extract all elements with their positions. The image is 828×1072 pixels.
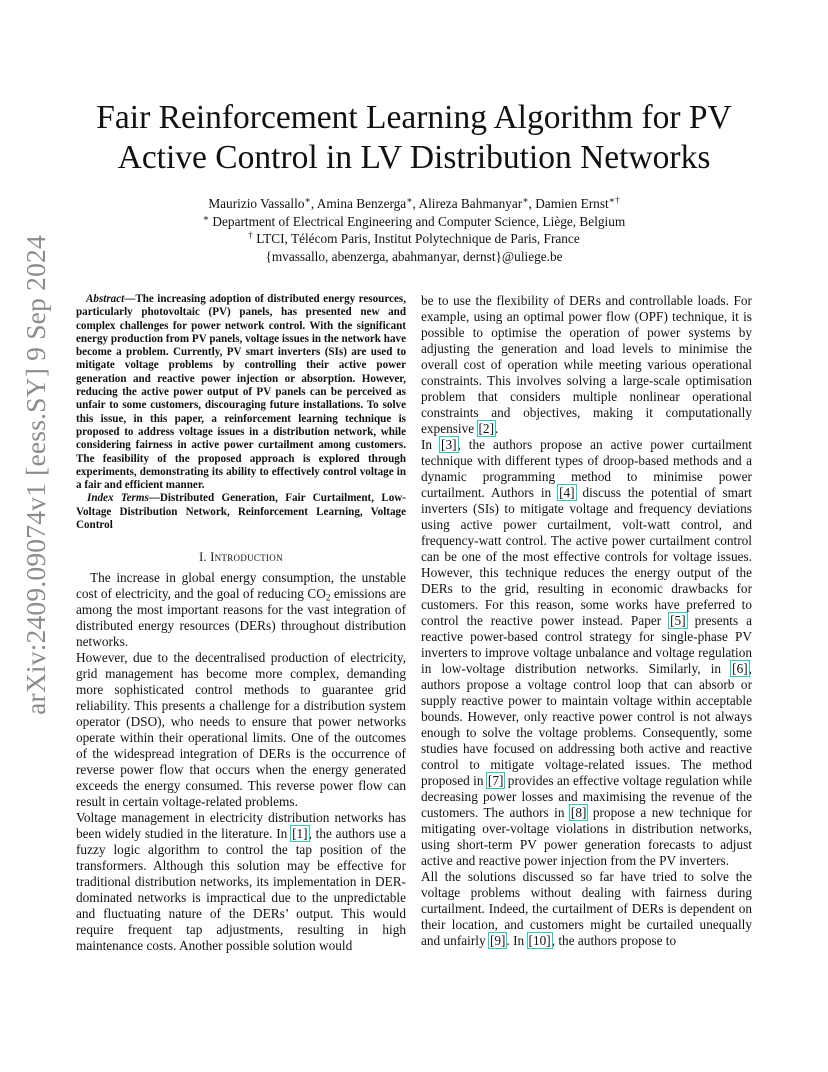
affiliation-2 [80, 230, 748, 248]
title-line-1: Fair Reinforcement Learning Algorithm for PV [96, 99, 732, 136]
left-column [76, 293, 406, 954]
author-2-mark: ∗ [406, 195, 413, 206]
author-4-mark: ∗† [608, 195, 620, 206]
intro-p5-text-d: presents a reactive power-based control strategy for single-phase PV inverters to improve voltage unbalance and voltage regulation in low-voltage distribution networks. Similarly, in [421, 613, 752, 676]
abstract-label: Abstract [86, 293, 125, 305]
affiliation-2-mark: † [248, 230, 253, 241]
intro-p5-text-e: , authors propose a voltage control loop that can absorb or supply reactive power to maintain voltage within acceptable bounds. However, only reactive power control is not always enough to solve the voltage problems. Consequently, some studies have focused on addressing both active and reactive control to mitigate voltage-related issues. The method proposed in [421, 661, 752, 788]
citation-link-6[interactable]: [6] [732, 661, 748, 676]
arxiv-identifier-margin [0, 0, 60, 1072]
citation-link-9[interactable]: [9] [489, 933, 506, 948]
author-4: Damien Ernst [535, 196, 609, 211]
intro-paragraph-4 [421, 293, 752, 437]
intro-p5-text-g: propose a new technique for mitigating over-voltage violations in distribution networks, using short-term PV power generation forecasts to adjust active and reactive power injection from the PV inverters. [421, 805, 752, 868]
index-terms-dash: — [148, 492, 160, 505]
author-1: Maurizio Vassallo [208, 196, 305, 211]
citation-link-2[interactable]: [2] [478, 421, 495, 436]
intro-paragraph-2: However, due to the decentralised production of electricity, grid management has become more complex, demanding more sophisticated control methods to guarantee grid reliability. This presents a challenge for a distribution system operator (DSO), who needs to ensure that power networks operate within their operational limits. One of the outcomes of the widespread integration of DERs is the occurrence of reverse power flow that occurs when the energy generated exceeds the energy consumed. This reverse power flow can result in certain voltage-related problems. [76, 650, 406, 810]
intro-paragraph-6 [421, 869, 752, 949]
citation-link-7[interactable]: [7] [487, 773, 504, 788]
intro-p5-text-f: provides an effective voltage regulation while decreasing power losses and maximising the revenue of the customers. The authors in [421, 773, 752, 820]
index-terms-label: Index Terms [87, 492, 149, 505]
abstract [76, 293, 406, 492]
affiliation-1-text: Department of Electrical Engineering and Computer Science, Liège, Belgium [212, 213, 626, 229]
section-heading-introduction: I. Introduction [199, 550, 283, 565]
affiliation-1-mark: ∗ [202, 213, 210, 224]
author-3-mark: ∗ [522, 195, 529, 206]
intro-p5-text-a: In [421, 437, 441, 452]
intro-p1-text-b: emissions are among the most important reasons for the vast integration of distributed energy resources (DERs) throughout distribution networks. [76, 586, 406, 650]
affiliation-2-text: LTCI, Télécom Paris, Institut Polytechnique de Paris, France [256, 231, 580, 246]
intro-p6-text-a: All the solutions discussed so far have tried to solve the voltage problems without dealing with fairness during curtailment. Indeed, the curtailment of DERs is dependent on their location, and customers might be curtailed unequally and unfairly [421, 869, 752, 948]
citation-link-10[interactable]: [10] [528, 933, 551, 948]
index-terms-text: Distributed Generation, Fair Curtailment, Low-Voltage Distribution Network, Reinforcement Learning, Voltage Control [76, 492, 406, 532]
abstract-dash: — [124, 293, 136, 305]
citation-link-3[interactable]: [3] [441, 437, 457, 452]
affiliation-1 [80, 213, 748, 231]
intro-p4-text-a: be to use the flexibility of DERs and controllable loads. For example, using an optimal power flow (OPF) technique, it is possible to optimise the operation of power systems by adjusting the generation and load levels to minimise the overall cost of operation while meeting various operational constraints. This involves solving a large-scale optimisation problem that considers multiple nonlinear operational constraints and objectives, making it computationally expensive [421, 293, 752, 436]
intro-paragraph-5 [421, 437, 752, 869]
arxiv-identifier: arXiv:2409.09074v1 [eess.SY] 9 Sep 2024 [20, 235, 51, 715]
author-3: Alireza Bahmanyar [418, 196, 523, 211]
index-terms [76, 492, 406, 532]
intro-p6-text-b: . In [506, 933, 528, 948]
author-emails: {mvassallo, abenzerga, abahmanyar, dernst}@uliege.be [265, 248, 563, 264]
author-names: Maurizio Vassallo∗, Amina Benzerga∗, Alireza Bahmanyar∗, Damien Ernst∗† [208, 195, 620, 211]
citation-link-5[interactable]: [5] [670, 613, 686, 628]
author-2: Amina Benzerga [316, 196, 407, 211]
intro-p5-text-c: discuss the potential of smart inverters (SIs) to mitigate voltage and frequency deviations using active power curtailment, volt-watt control, and frequency-watt control. The active power curtailment control can be one of the most effective controls for voltage issues. However, this technique reduces the energy output of the DERs to the grid, resulting in economic drawbacks for customers. For this reason, some works have preferred to control the reactive power instead. Paper [421, 485, 752, 628]
intro-paragraph-1 [76, 570, 406, 650]
intro-p5-text-b: , the authors propose an active power curtailment technique with different types of droop-based methods and a dynamic programming method to minimise power curtailment. Authors in [421, 437, 753, 500]
intro-p1-text-a: The increase in global energy consumption, the unstable cost of electricity, and the goal of reducing CO [76, 570, 406, 602]
intro-p3-text-a: Voltage management in electricity distribution networks has been widely studied in the literature. In [76, 810, 406, 842]
intro-p3-text-b: , the authors use a fuzzy logic algorithm to control the tap position of the transformers. Although this solution may be effective for traditional distribution networks, its implementation in DER-dominated networks is impractical due to the unpredictable and fluctuating nature of the DERs’ output. This would require frequent tap adjustments, resulting in high maintenance costs. Another possible solution would [76, 826, 406, 954]
citation-link-8[interactable]: [8] [570, 805, 587, 820]
intro-paragraph-3 [76, 810, 406, 954]
abstract-text: The increasing adoption of distributed energy resources, particularly photovoltaic (PV) panels, has presented new and complex challenges for power network control. With the significant energy production from PV panels, voltage issues in the network have become a problem. Currently, PV smart inverters (SIs) are used to mitigate voltage problems by controlling their active power generation and reactive power injection or absorption. However, reducing the active power output of PV panels can be perceived as unfair to some customers, discouraging future installations. To solve this issue, in this paper, a reinforcement learning technique is proposed to address voltage issues in a distribution network, while considering fairness in active power curtailment among customers. The feasibility of the proposed approach is explored through experiments, demonstrating its ability to effectively control voltage in a fair and efficient manner. [76, 293, 406, 492]
intro-p4-text-b: . [495, 421, 499, 436]
right-column [421, 293, 752, 949]
co2-subscript: 2 [325, 593, 331, 604]
citation-link-1[interactable]: [1] [292, 826, 308, 842]
title-line-2: Active Control in LV Distribution Networks [117, 139, 711, 176]
citation-link-4[interactable]: [4] [559, 485, 575, 500]
author-1-mark: ∗ [304, 195, 311, 206]
author-block [80, 195, 748, 265]
paper-title [80, 98, 748, 178]
intro-p6-text-c: , the authors propose to [551, 933, 677, 948]
